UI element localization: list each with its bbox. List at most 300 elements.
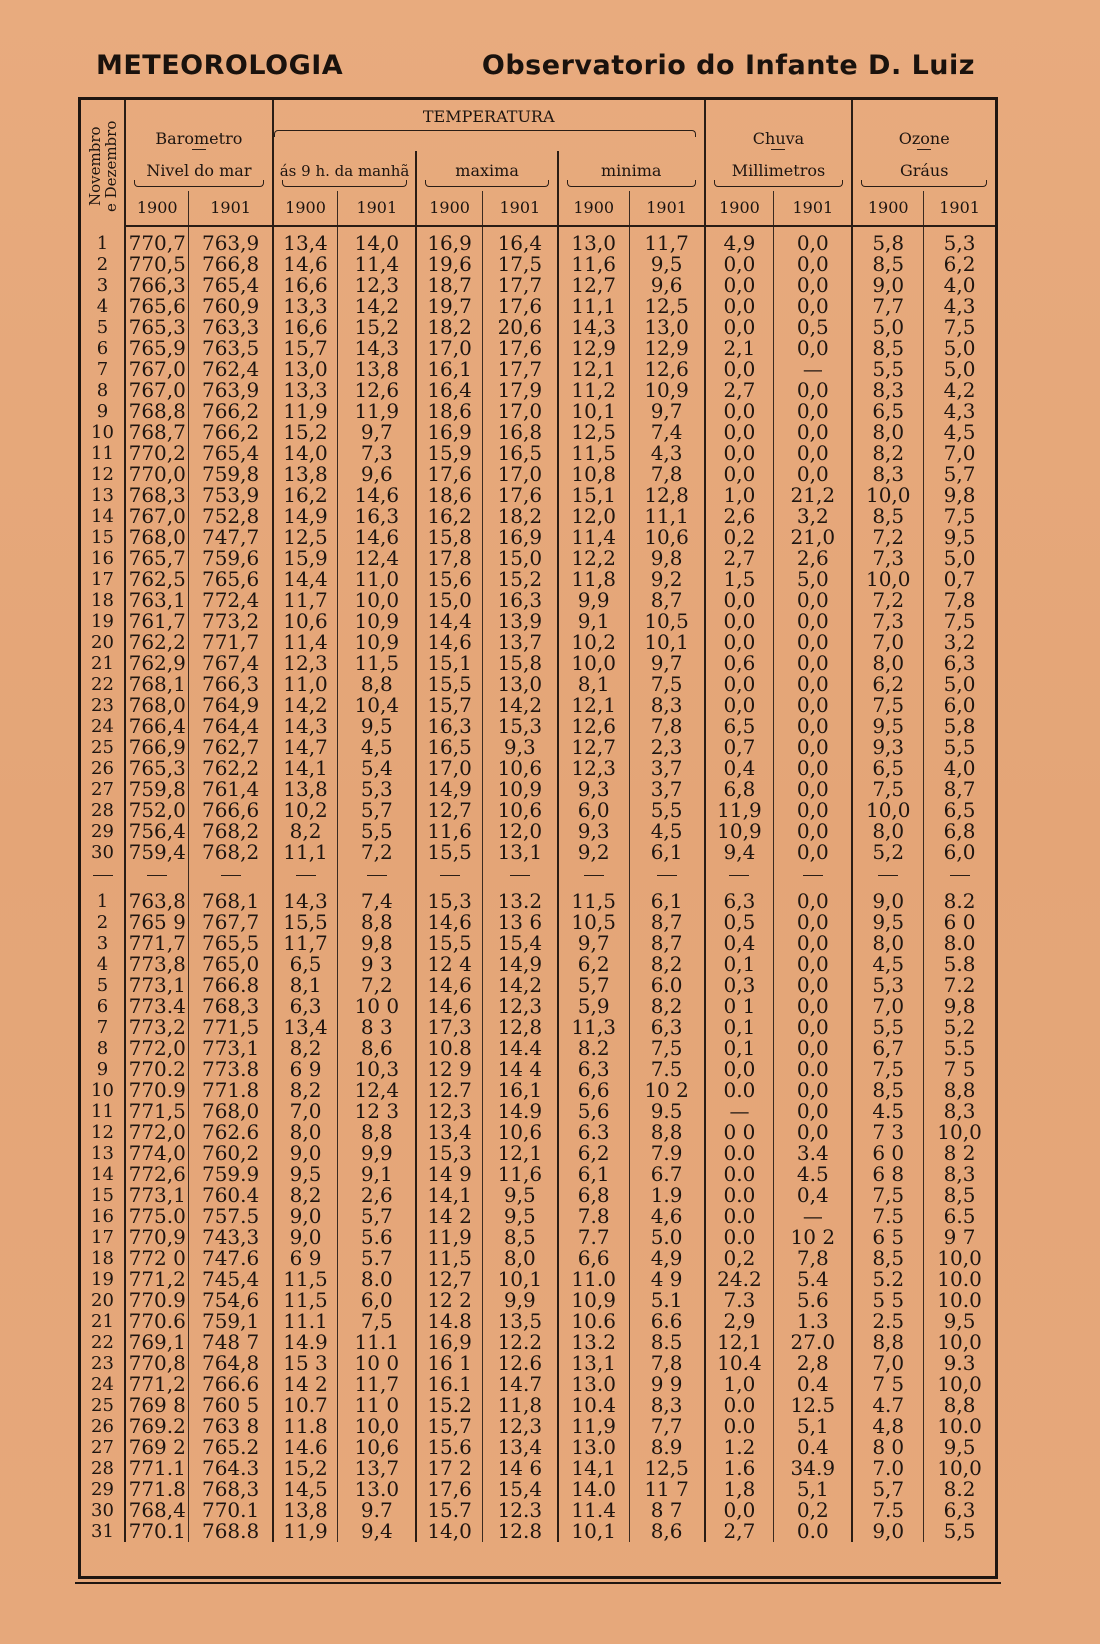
manha-1901-cell: 9,4 — [338, 1521, 417, 1542]
maxima-1901-cell: 12.8 — [482, 1521, 557, 1542]
table-row — [81, 338, 995, 359]
ozone-1900-cell: 8,0 — [852, 933, 923, 954]
baro-1900-cell: 762,9 — [125, 653, 189, 674]
baro-1900-cell: 768,7 — [125, 422, 189, 443]
day-number-cell: 6 — [81, 996, 125, 1017]
minima-1901-cell: 10,1 — [629, 632, 705, 653]
maxima-1901-cell: 17,6 — [482, 296, 557, 317]
ozone-1900-cell: 10,0 — [852, 569, 923, 590]
separator-dash — [510, 875, 530, 876]
table-row — [81, 226, 995, 254]
baro-1900-cell: 762,5 — [125, 569, 189, 590]
maxima-1900-cell: 16,2 — [416, 506, 482, 527]
chuva-1900-cell: 0,0 — [705, 695, 774, 716]
maxima-1901-cell: 12.2 — [482, 1332, 557, 1353]
minima-1900-cell: 11,8 — [558, 569, 629, 590]
baro-1901-cell: 764,8 — [189, 1353, 273, 1374]
chuva-1900-cell: 0,1 — [705, 954, 774, 975]
minima-1900-cell: 10.4 — [558, 1395, 629, 1416]
maxima-1900-cell: 18,6 — [416, 401, 482, 422]
separator-dash — [93, 875, 113, 876]
baro-1901-cell: 747.6 — [189, 1248, 273, 1269]
millimetros-header — [705, 151, 853, 191]
table-row — [81, 1080, 995, 1101]
chuva-1901-cell: 34.9 — [774, 1458, 853, 1479]
table-row — [81, 422, 995, 443]
manha-1901-cell: 10,3 — [338, 1059, 417, 1080]
year-header: 1901 — [482, 191, 557, 226]
manha-1901-cell: 5,7 — [338, 1206, 417, 1227]
chuva-1900-cell: 1,0 — [705, 485, 774, 506]
minima-1900-cell: 14,1 — [558, 1458, 629, 1479]
chuva-1900-cell: 0,0 — [705, 296, 774, 317]
chuva-1901-cell: 0,0 — [774, 800, 853, 821]
chuva-1901-cell: 0,0 — [774, 632, 853, 653]
day-number-cell: 13 — [81, 485, 125, 506]
manha-1900-cell: 13,8 — [273, 464, 338, 485]
year-header: 1901 — [774, 191, 853, 226]
maxima-1901-cell: 12,1 — [482, 1143, 557, 1164]
minima-1900-cell: 12,1 — [558, 359, 629, 380]
day-number-cell: 11 — [81, 443, 125, 464]
table-row — [81, 443, 995, 464]
minima-1901-cell: 7,5 — [629, 674, 705, 695]
minima-1900-cell: 12,6 — [558, 716, 629, 737]
minima-1901-cell: 9,5 — [629, 254, 705, 275]
ozone-1900-cell: 6 5 — [852, 1227, 923, 1248]
table-row — [81, 1017, 995, 1038]
table-row — [81, 1164, 995, 1185]
manha-1900-cell: 11,1 — [273, 842, 338, 863]
maxima-1901-cell: 17,9 — [482, 380, 557, 401]
minima-1900-cell: 13,1 — [558, 1353, 629, 1374]
ozone-1900-cell: 7,5 — [852, 1059, 923, 1080]
minima-1900-cell: 6,2 — [558, 1143, 629, 1164]
table-row — [81, 975, 995, 996]
separator-cell — [189, 863, 273, 885]
maxima-1901-cell: 14.9 — [482, 1101, 557, 1122]
chuva-1900-cell: 0,0 — [705, 674, 774, 695]
chuva-1900-cell: 0,0 — [705, 275, 774, 296]
manha-1901-cell: 5,3 — [338, 779, 417, 800]
day-number-cell: 12 — [81, 464, 125, 485]
minima-1900-cell: 6,2 — [558, 954, 629, 975]
chuva-1900-cell: 0,0 — [705, 401, 774, 422]
baro-1901-cell: 764,4 — [189, 716, 273, 737]
baro-1900-cell: 773,2 — [125, 1017, 189, 1038]
maxima-1900-cell: 16,4 — [416, 380, 482, 401]
manha-1901-cell: 9,9 — [338, 1143, 417, 1164]
ozone-1901-cell: 5,7 — [943, 464, 976, 485]
maxima-1900-cell: 14,4 — [416, 611, 482, 632]
table-row — [81, 1500, 995, 1521]
chuva-1900-cell: 0,0 — [705, 317, 774, 338]
ozone-1900-cell: 2.5 — [852, 1311, 923, 1332]
year-header: 1901 — [924, 191, 995, 226]
ozone-1901-cell: 4,3 — [943, 401, 976, 422]
manha-1900-cell: 16,2 — [273, 485, 338, 506]
chuva-1900-cell: 0,0 — [705, 611, 774, 632]
table-row — [81, 1479, 995, 1500]
baro-1901-cell: 766,3 — [189, 674, 273, 695]
temperatura-header — [273, 100, 705, 151]
ozone-1900-cell: 6,2 — [852, 674, 923, 695]
baro-1901-cell: 759.9 — [189, 1164, 273, 1185]
table-row — [81, 779, 995, 800]
maxima-1901-cell: 14,2 — [482, 975, 557, 996]
ozone-1900-cell: 8,3 — [852, 380, 923, 401]
chuva-1900-cell: 1,5 — [705, 569, 774, 590]
baro-1900-cell: 770.1 — [125, 1521, 189, 1542]
ozone-1901-cell: 6,0 — [943, 842, 976, 863]
table-row — [81, 1248, 995, 1269]
baro-1900-cell: 772 0 — [125, 1248, 189, 1269]
maxima-1901-cell: 17,6 — [482, 485, 557, 506]
chuva-1901-cell: 0,0 — [774, 716, 853, 737]
minima-1900-cell: 6,6 — [558, 1080, 629, 1101]
day-number-cell: 19 — [81, 611, 125, 632]
table-row — [81, 611, 995, 632]
table-row — [81, 954, 995, 975]
ozone-1900-cell: 6,7 — [852, 1038, 923, 1059]
ozone-1901-cell: 10.0 — [937, 1290, 982, 1311]
maxima-1901-cell: 12,3 — [482, 996, 557, 1017]
baro-1901-cell: 768,1 — [189, 885, 273, 912]
maxima-1901-cell: 10,6 — [482, 758, 557, 779]
maxima-1901-cell: 9,9 — [482, 1290, 557, 1311]
separator-cell — [924, 863, 995, 885]
ozone-1900-cell: 7,5 — [852, 1185, 923, 1206]
minima-1900-cell: 12,1 — [558, 695, 629, 716]
minima-1901-cell: 4,9 — [629, 1248, 705, 1269]
manha-1900-cell: 15,2 — [273, 422, 338, 443]
baro-1900-cell: 770.9 — [125, 1290, 189, 1311]
maxima-1900-cell: 15,1 — [416, 653, 482, 674]
manha-1901-cell: 12 3 — [338, 1101, 417, 1122]
baro-1901-cell: 766.6 — [189, 1374, 273, 1395]
minima-1900-cell: 6,3 — [558, 1059, 629, 1080]
ozone-1900-cell: 6,5 — [852, 401, 923, 422]
maxima-1900-cell: 15,0 — [416, 590, 482, 611]
chuva-1900-cell: 0,0 — [705, 590, 774, 611]
minima-1900-cell: 8.2 — [558, 1038, 629, 1059]
maxima-1901-cell: 20,6 — [482, 317, 557, 338]
ozone-1900-cell: 5 5 — [852, 1290, 923, 1311]
day-number-cell: 22 — [81, 674, 125, 695]
maxima-1900-cell: 16 1 — [416, 1353, 482, 1374]
baro-1900-cell: 766,9 — [125, 737, 189, 758]
table-row — [81, 716, 995, 737]
day-number-cell: 17 — [81, 1227, 125, 1248]
minima-1901-cell: 9,7 — [629, 653, 705, 674]
baro-1901-cell: 771,5 — [189, 1017, 273, 1038]
manha-1901-cell: 10,6 — [338, 1437, 417, 1458]
baro-1900-cell: 773.4 — [125, 996, 189, 1017]
day-number-cell: 9 — [81, 1059, 125, 1080]
manha-1901-cell: 8 3 — [338, 1017, 417, 1038]
manha-1900-cell: 8,2 — [273, 1038, 338, 1059]
ozone-1900-cell: 5,5 — [852, 1017, 923, 1038]
table-row — [81, 1227, 995, 1248]
ozone-1901-cell: 4,3 — [943, 296, 976, 317]
chuva-1901-cell: 5,1 — [774, 1416, 853, 1437]
chuva-1900-cell: 0.0 — [705, 1185, 774, 1206]
maxima-1900-cell: 14,6 — [416, 912, 482, 933]
manha-1901-cell: 6,0 — [338, 1290, 417, 1311]
maxima-1900-cell: 12 9 — [416, 1059, 482, 1080]
minima-1900-cell: 6.3 — [558, 1122, 629, 1143]
baro-1900-cell: 771,5 — [125, 1101, 189, 1122]
table-row — [81, 380, 995, 401]
manha-1901-cell: 14,6 — [338, 485, 417, 506]
manha-1900-cell: 15,5 — [273, 912, 338, 933]
day-number-cell: 15 — [81, 1185, 125, 1206]
minima-1901-cell: 10,6 — [629, 527, 705, 548]
maxima-1900-cell: 19,6 — [416, 254, 482, 275]
manha-1901-cell: 11,7 — [338, 1374, 417, 1395]
chuva-1901-cell: 0,0 — [774, 338, 853, 359]
maxima-1901-cell: 13,7 — [482, 632, 557, 653]
manha-1900-cell: 13,3 — [273, 296, 338, 317]
minima-1900-cell: 5,6 — [558, 1101, 629, 1122]
ozone-1901-cell: 5,0 — [943, 674, 976, 695]
baro-1901-cell: 763,9 — [189, 380, 273, 401]
manha-1901-cell: 13,7 — [338, 1458, 417, 1479]
manha-1900-cell: 11,5 — [273, 1290, 338, 1311]
baro-1901-cell: 768,2 — [189, 821, 273, 842]
chuva-1900-cell: 0,0 — [705, 1059, 774, 1080]
manha-1900-cell: 10,2 — [273, 800, 338, 821]
baro-1900-cell: 768,3 — [125, 485, 189, 506]
maxima-1901-cell: 13,4 — [482, 1437, 557, 1458]
maxima-1901-cell: 15,4 — [482, 933, 557, 954]
chuva-1901-cell: 7,8 — [774, 1248, 853, 1269]
ozone-1900-cell: 7,7 — [852, 296, 923, 317]
minima-1900-cell: 9,3 — [558, 821, 629, 842]
table-row — [81, 996, 995, 1017]
ozone-1901-cell: 7.2 — [943, 975, 976, 996]
separator-cell — [273, 863, 338, 885]
baro-1900-cell: 771.1 — [125, 1458, 189, 1479]
ozone-1900-cell: 7,3 — [852, 611, 923, 632]
maxima-1900-cell: 11,9 — [416, 1227, 482, 1248]
maxima-label: maxima — [455, 161, 519, 180]
weather-table-frame — [78, 97, 998, 1579]
maxima-1900-cell: 15.2 — [416, 1395, 482, 1416]
baro-1901-cell: 773.8 — [189, 1059, 273, 1080]
day-number-cell: 4 — [81, 954, 125, 975]
ozone-1900-cell: 9,5 — [852, 716, 923, 737]
table-row — [81, 842, 995, 863]
chuva-1900-cell: 2,7 — [705, 380, 774, 401]
manha-1901-cell: 8,6 — [338, 1038, 417, 1059]
table-body — [81, 226, 995, 1542]
baro-1900-cell: 770,2 — [125, 443, 189, 464]
baro-1900-cell: 765,9 — [125, 338, 189, 359]
chuva-1900-cell: — — [705, 1101, 774, 1122]
table-row — [81, 1437, 995, 1458]
minima-1901-cell: 6.6 — [629, 1311, 705, 1332]
manha-1901-cell: 14,0 — [338, 226, 417, 254]
maxima-1900-cell: 14,9 — [416, 779, 482, 800]
chuva-1900-cell: 0,0 — [705, 464, 774, 485]
maxima-1901-cell: 12.3 — [482, 1500, 557, 1521]
ozone-1900-cell: 8 0 — [852, 1437, 923, 1458]
manha-1901-cell: 7,2 — [338, 842, 417, 863]
baro-1901-cell: 745,4 — [189, 1269, 273, 1290]
table-row — [81, 1458, 995, 1479]
baro-1900-cell: 768,0 — [125, 695, 189, 716]
ozone-1900-cell: 5,7 — [852, 1479, 923, 1500]
minima-1900-cell: 11,1 — [558, 296, 629, 317]
ozone-1901-cell: 5,3 — [943, 231, 976, 254]
table-row — [81, 254, 995, 275]
maxima-1900-cell: 12 2 — [416, 1290, 482, 1311]
minima-1901-cell: 12,6 — [629, 359, 705, 380]
minima-1901-cell: 7,7 — [629, 1416, 705, 1437]
table-row — [81, 885, 995, 912]
chuva-1901-cell: 0,0 — [774, 912, 853, 933]
day-number-cell: 29 — [81, 821, 125, 842]
minima-1900-cell: 15,1 — [558, 485, 629, 506]
chuva-1901-cell: 0,0 — [774, 695, 853, 716]
temperatura-label: TEMPERATURA — [422, 107, 555, 126]
minima-1901-cell: 4 9 — [629, 1269, 705, 1290]
minima-1900-cell: 12,9 — [558, 338, 629, 359]
baro-1901-cell: 768,0 — [189, 1101, 273, 1122]
ozone-1901-cell: 6,2 — [943, 254, 976, 275]
day-number-cell: 1 — [81, 226, 125, 254]
minima-1900-cell: 14,3 — [558, 317, 629, 338]
baro-1900-cell: 773,1 — [125, 975, 189, 996]
millimetros-label: Millimetros — [731, 161, 826, 180]
day-number-cell: 4 — [81, 296, 125, 317]
manha-1900-cell: 14,0 — [273, 443, 338, 464]
minima-label: minima — [601, 161, 662, 180]
day-number-cell: 25 — [81, 737, 125, 758]
day-number-cell: 21 — [81, 653, 125, 674]
ozone-1900-cell: 7 3 — [852, 1122, 923, 1143]
chuva-1900-cell: 2,7 — [705, 1521, 774, 1542]
ozone-1900-cell: 8,8 — [852, 1332, 923, 1353]
ozone-1901-cell: 4,0 — [943, 275, 976, 296]
day-number-cell: 6 — [81, 338, 125, 359]
baro-1900-cell: 759,8 — [125, 779, 189, 800]
chuva-1900-cell: 2,7 — [705, 548, 774, 569]
manha-1900-cell: 6 9 — [273, 1248, 338, 1269]
baro-1900-cell: 767,0 — [125, 359, 189, 380]
baro-1900-cell: 771.8 — [125, 1479, 189, 1500]
graus-brace — [861, 180, 987, 187]
day-number-cell: 28 — [81, 800, 125, 821]
ozone-1900-cell: 8,5 — [852, 506, 923, 527]
maxima-1901-cell: 14,9 — [482, 954, 557, 975]
chuva-1900-cell: 4,9 — [705, 226, 774, 254]
separator-cell — [705, 863, 774, 885]
minima-1900-cell: 10,5 — [558, 912, 629, 933]
baro-1900-cell: 762,2 — [125, 632, 189, 653]
chuva-1900-cell: 0.0 — [705, 1080, 774, 1101]
day-number-cell: 11 — [81, 1101, 125, 1122]
maxima-1900-cell: 12.7 — [416, 1080, 482, 1101]
ozone-1901-cell: 7,8 — [943, 590, 976, 611]
separator-dash — [440, 875, 460, 876]
manha-1900-cell: 13,8 — [273, 1500, 338, 1521]
year-header: 1901 — [338, 191, 417, 226]
manha-1900-cell: 11,9 — [273, 1521, 338, 1542]
maxima-1900-cell: 16,9 — [416, 1332, 482, 1353]
baro-1901-cell: 747,7 — [189, 527, 273, 548]
manha-1900-cell: 14 2 — [273, 1374, 338, 1395]
chuva-1901-cell: 0,0 — [774, 611, 853, 632]
table-row — [81, 800, 995, 821]
separator-dash — [803, 875, 823, 876]
chuva-1901-cell: 0,0 — [774, 954, 853, 975]
chuva-1901-cell: 0,0 — [774, 758, 853, 779]
minima-1900-cell: 13.2 — [558, 1332, 629, 1353]
minima-1901-cell: 12,5 — [629, 1458, 705, 1479]
maxima-1901-cell: 12,0 — [482, 821, 557, 842]
baro-1901-cell: 771,7 — [189, 632, 273, 653]
minima-1900-cell: 10.6 — [558, 1311, 629, 1332]
chuva-1900-cell: 1,8 — [705, 1479, 774, 1500]
day-number-cell: 18 — [81, 1248, 125, 1269]
baro-1901-cell: 763,9 — [189, 226, 273, 254]
manha-1900-cell: 11,7 — [273, 933, 338, 954]
ozone-1901-cell: 9 7 — [943, 1227, 976, 1248]
day-number-cell: 25 — [81, 1395, 125, 1416]
baro-1901-cell: 754,6 — [189, 1290, 273, 1311]
baro-1900-cell: 766,4 — [125, 716, 189, 737]
manha-1900-cell: 14,5 — [273, 1479, 338, 1500]
chuva-1901-cell: 12.5 — [774, 1395, 853, 1416]
ozone-1901-cell: 10.0 — [937, 1269, 982, 1290]
day-number-cell: 26 — [81, 758, 125, 779]
minima-1900-cell: 11,4 — [558, 527, 629, 548]
table-row — [81, 275, 995, 296]
minima-1901-cell: 3,7 — [629, 758, 705, 779]
ozone-1900-cell: 7,2 — [852, 527, 923, 548]
maxima-1901-cell: 17,0 — [482, 401, 557, 422]
maxima-1900-cell: 15,5 — [416, 933, 482, 954]
manha-1901-cell: 2,6 — [338, 1185, 417, 1206]
table-row — [81, 912, 995, 933]
manha-1900-cell: 12,5 — [273, 527, 338, 548]
minima-1900-cell: 6,0 — [558, 800, 629, 821]
baro-1900-cell: 770,8 — [125, 1353, 189, 1374]
manha-1901-cell: 10,4 — [338, 695, 417, 716]
table-row — [81, 1185, 995, 1206]
chuva-1900-cell: 0,0 — [705, 443, 774, 464]
separator-dash — [367, 875, 387, 876]
day-number-cell: 18 — [81, 590, 125, 611]
ozone-1900-cell: 5,5 — [852, 359, 923, 380]
minima-brace — [567, 180, 696, 187]
maxima-1900-cell: 15,6 — [416, 569, 482, 590]
separator-cell — [338, 863, 417, 885]
chuva-1901-cell: 0,0 — [774, 401, 853, 422]
table-row — [81, 695, 995, 716]
year-header: 1901 — [629, 191, 705, 226]
ozone-1900-cell: 8,5 — [852, 1248, 923, 1269]
maxima-1901-cell: 16,5 — [482, 443, 557, 464]
maxima-1901-cell: 9,5 — [482, 1185, 557, 1206]
ozone-1901-cell: 10,0 — [937, 1332, 982, 1353]
separator-cell — [81, 863, 125, 885]
minima-1901-cell: 8,7 — [629, 933, 705, 954]
year-header: 1900 — [558, 191, 629, 226]
chuva-1901-cell: 5,0 — [774, 569, 853, 590]
